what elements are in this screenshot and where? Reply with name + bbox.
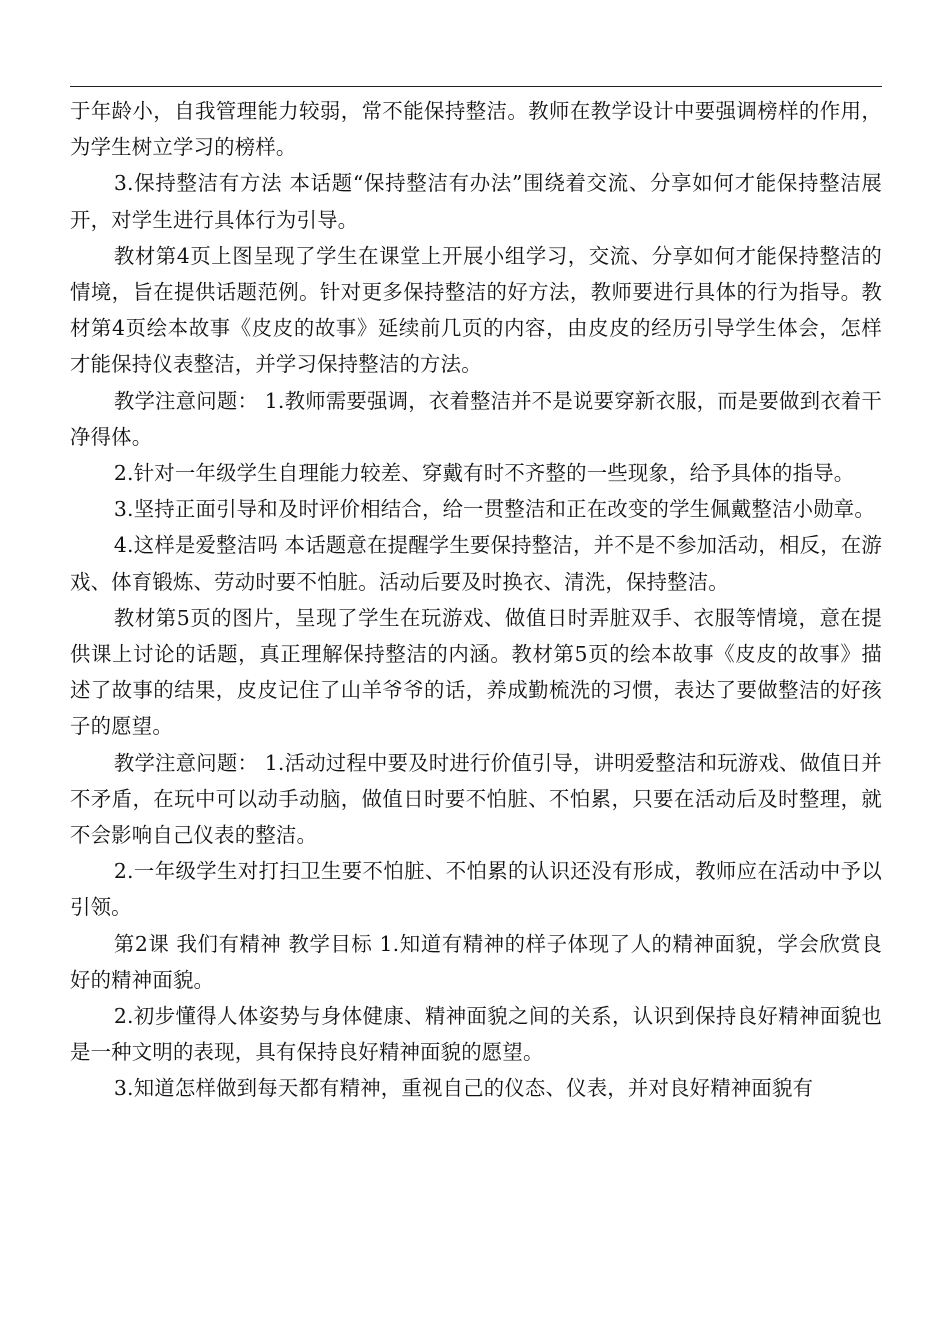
paragraph-method-heading: 3.保持整洁有方法 本话题“保持整洁有办法”围绕着交流、分享如何才能保持整洁展开，对学生进行具体行为引导。 (70, 171, 882, 232)
paragraph-lesson2-goal1: 第2课 我们有精神 教学目标 1.知道有精神的样子体现了人的精神面貌，学会欣赏良好的精神面貌。 (70, 931, 882, 992)
paragraph-page4: 教材第4页上图呈现了学生在课堂上开展小组学习，交流、分享如何才能保持整洁的情境，旨在提供话题范例。针对更多保持整洁的好方法，教师要进行具体的行为指导。教材第4页绘本故事《皮皮的故事》延续前几页的内容，由皮皮的经历引导学生体会，怎样才能保持仪表整洁，并学习保持整洁的方法。 (70, 243, 882, 377)
paragraph-notes-b1: 教学注意问题： 1.活动过程中要及时进行价值引导，讲明爱整洁和玩游戏、做值日并不矛盾，在玩中可以动手动脑，做值日时要不怕脏、不怕累，只要在活动后及时整理，就不会影响自己仪表的整洁。 (70, 750, 882, 848)
paragraph-notes-2: 2.针对一年级学生自理能力较差、穿戴有时不齐整的一些现象，给予具体的指导。 (113, 461, 855, 486)
paragraph-continuation: 于年龄小，自我管理能力较弱，常不能保持整洁。教师在教学设计中要强调榜样的作用，为学生树立学习的榜样。 (70, 99, 882, 160)
paragraph-notes-b2: 2.一年级学生对打扫卫生要不怕脏、不怕累的认识还没有形成，教师应在活动中予以引领。 (70, 859, 882, 920)
document-body (70, 93, 882, 1107)
paragraph-lesson2-goal3: 3.知道怎样做到每天都有精神，重视自己的仪态、仪表，并对良好精神面貌有 (113, 1076, 814, 1101)
paragraph-notes-3: 3.坚持正面引导和及时评价相结合，给一贯整洁和正在改变的学生佩戴整洁小勋章。 (113, 497, 875, 522)
paragraph-notes-1: 教学注意问题： 1.教师需要强调，衣着整洁并不是说要穿新衣服，而是要做到衣着干净得体。 (70, 388, 882, 449)
header-rule (70, 86, 882, 87)
paragraph-lesson2-goal2: 2.初步懂得人体姿势与身体健康、精神面貌之间的关系，认识到保持良好精神面貌也是一种文明的表现，具有保持良好精神面貌的愿望。 (70, 1004, 882, 1065)
paragraph-topic-4: 4.这样是爱整洁吗 本话题意在提醒学生要保持整洁，并不是不参加活动，相反，在游戏、体育锻炼、劳动时要不怕脏。活动后要及时换衣、清洗，保持整洁。 (70, 533, 882, 594)
paragraph-page5: 教材第5页的图片，呈现了学生在玩游戏、做值日时弄脏双手、衣服等情境，意在提供课上讨论的话题，真正理解保持整洁的内涵。教材第5页的绘本故事《皮皮的故事》描述了故事的结果，皮皮记住了山羊爷爷的话，养成勤梳洗的习惯，表达了要做整洁的好孩子的愿望。 (70, 605, 882, 739)
